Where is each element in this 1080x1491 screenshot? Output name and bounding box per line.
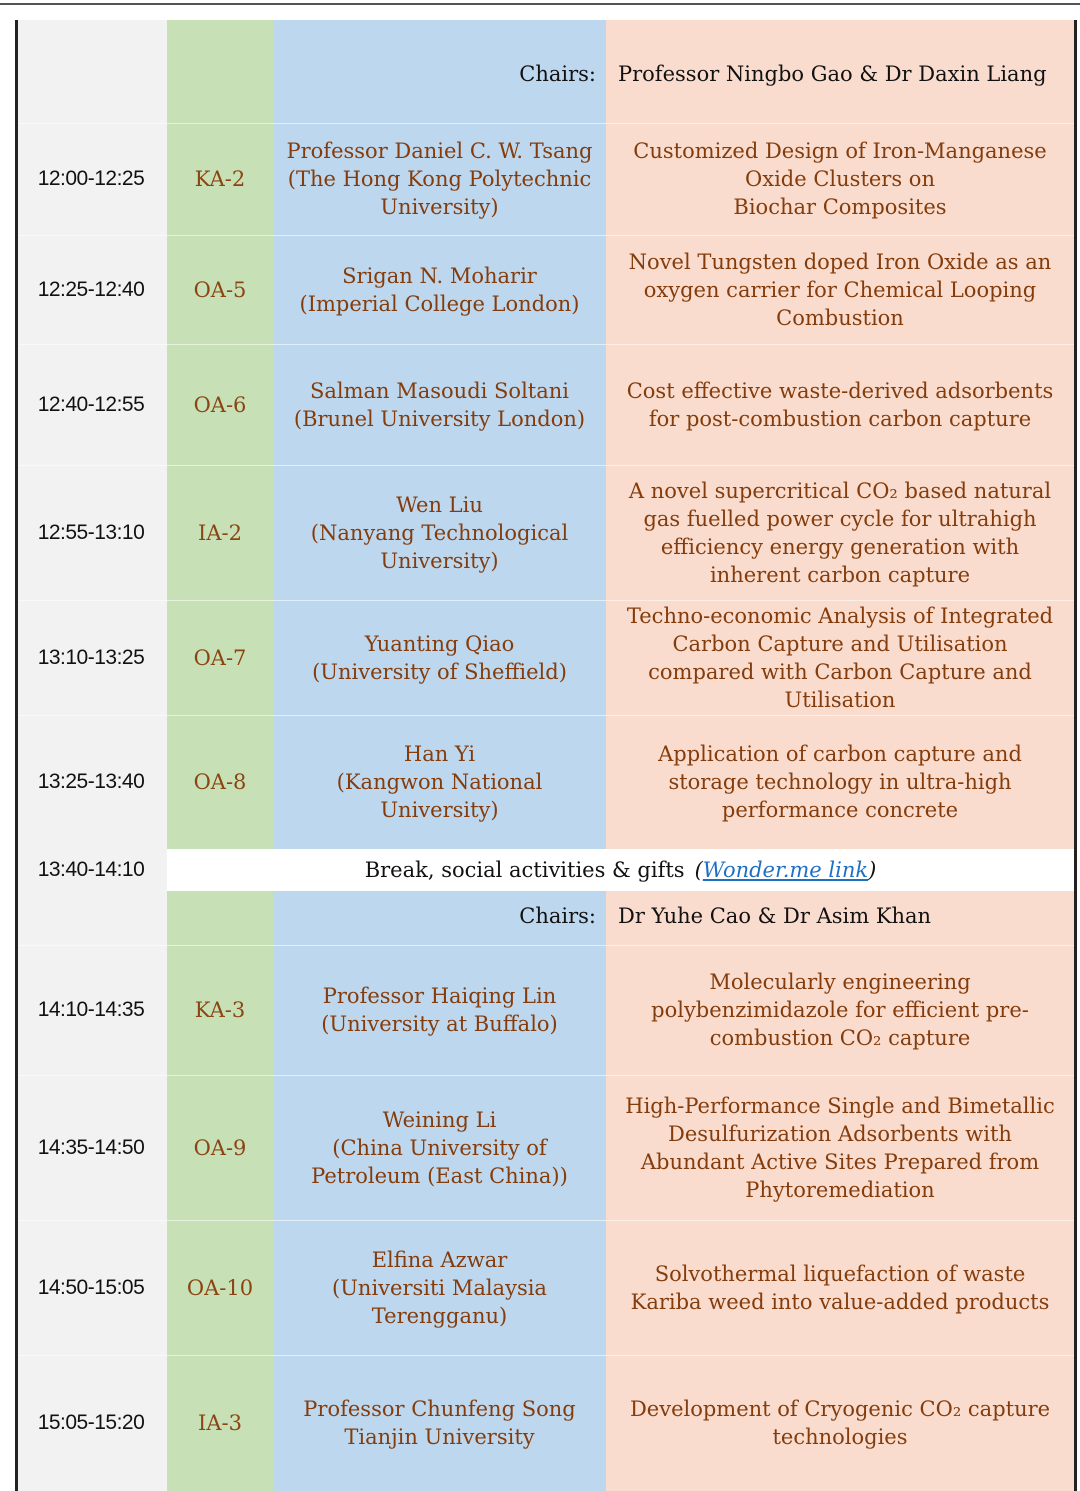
talk-title-line: Customized Design of Iron-Manganese xyxy=(633,139,1047,163)
session-code: OA-10 xyxy=(186,1275,254,1300)
talk-title-line: Phytoremediation xyxy=(745,1177,935,1202)
talk-title-line: for post-combustion carbon capture xyxy=(648,406,1032,431)
speaker-cell xyxy=(273,123,606,235)
wonder-me-link[interactable]: Wonder.me link xyxy=(702,858,869,882)
session-code: OA-9 xyxy=(193,1135,247,1160)
session-time: 12:40-12:55 xyxy=(37,392,145,416)
session-code: OA-8 xyxy=(193,770,247,794)
speaker-line: (Universiti Malaysia xyxy=(332,1275,547,1300)
speaker-line: Srigan N. Moharir xyxy=(342,263,537,288)
session-code: OA-5 xyxy=(193,277,247,302)
top-rule xyxy=(0,3,1080,5)
talk-title-line: Desulfurization Adsorbents with xyxy=(668,1121,1012,1146)
talk-title-line: Oxide Clusters on xyxy=(745,167,935,191)
talk-title-cell xyxy=(606,344,1074,465)
speaker-line: (Kangwon National xyxy=(336,770,543,794)
speaker-line: (University of Sheffield) xyxy=(312,659,567,684)
talk-title-line: efficiency energy generation with xyxy=(660,534,1020,559)
session-time: 15:05-15:20 xyxy=(37,1411,145,1434)
chairs-label: Chairs: xyxy=(519,62,596,86)
speaker-line: (Imperial College London) xyxy=(299,291,580,316)
speaker-line: Elfina Azwar xyxy=(371,1247,508,1272)
talk-title-line: Utilisation xyxy=(784,687,896,712)
speaker-line: University) xyxy=(380,195,499,219)
session-time: 12:55-13:10 xyxy=(37,520,145,544)
speaker-line: Yuanting Qiao xyxy=(364,631,515,656)
talk-title-line: performance concrete xyxy=(721,798,959,822)
talk-title-line: Carbon Capture and Utilisation xyxy=(672,631,1008,656)
talk-title-cell xyxy=(606,235,1074,344)
talk-title-cell xyxy=(606,600,1074,715)
speaker-line: Wen Liu xyxy=(396,492,483,517)
talk-title-cell xyxy=(606,123,1074,235)
talk-title-line: High-Performance Single and Bimetallic xyxy=(625,1093,1055,1118)
talk-title-line: polybenzimidazole for efficient pre- xyxy=(651,998,1029,1022)
speaker-cell xyxy=(273,945,606,1075)
speaker-cell xyxy=(273,1075,606,1220)
talk-title-line: oxygen carrier for Chemical Looping xyxy=(643,277,1037,302)
session-code: KA-2 xyxy=(194,167,246,191)
talk-title-line: Solvothermal liquefaction of waste xyxy=(654,1261,1026,1286)
session-time: 12:25-12:40 xyxy=(37,277,145,301)
session-code: OA-6 xyxy=(193,392,247,417)
talk-title-line: Application of carbon capture and xyxy=(658,742,1022,766)
speaker-cell xyxy=(273,1220,606,1355)
talk-title-line: Combustion xyxy=(776,305,904,330)
speaker-cell xyxy=(273,600,606,715)
talk-title-line: A novel supercritical CO₂ based natural xyxy=(628,478,1052,503)
speaker-line: Salman Masoudi Soltani xyxy=(309,378,569,403)
break-row xyxy=(167,849,1074,891)
speaker-line: Professor Daniel C. W. Tsang xyxy=(286,139,593,163)
speaker-line: Professor Chunfeng Song xyxy=(303,1397,576,1421)
talk-title-line: Novel Tungsten doped Iron Oxide as an xyxy=(628,249,1052,274)
talk-title-cell xyxy=(606,945,1074,1075)
talk-title-line: Cost effective waste-derived adsorbents xyxy=(626,378,1054,403)
talk-title-line: combustion CO₂ capture xyxy=(709,1026,971,1050)
chairs-names: Professor Ningbo Gao & Dr Daxin Liang xyxy=(618,62,1047,86)
session-code: OA-7 xyxy=(193,645,247,670)
session-time: 12:00-12:25 xyxy=(37,167,145,190)
speaker-line: University) xyxy=(380,548,499,573)
talk-title-line: compared with Carbon Capture and xyxy=(648,659,1032,684)
talk-title-line: Development of Cryogenic CO₂ capture xyxy=(629,1397,1051,1421)
speaker-line: Petroleum (East China)) xyxy=(311,1163,568,1188)
speaker-line: Professor Haiqing Lin xyxy=(322,984,557,1008)
speaker-line: Han Yi xyxy=(403,742,476,766)
table-right-border xyxy=(1074,20,1077,1491)
talk-title-line: Molecularly engineering xyxy=(709,970,971,994)
speaker-line: Weining Li xyxy=(382,1107,497,1132)
talk-title-cell xyxy=(606,715,1074,849)
talk-title-line: technologies xyxy=(772,1425,908,1449)
session-time: 13:10-13:25 xyxy=(37,645,145,669)
chairs-label: Chairs: xyxy=(519,904,596,928)
talk-title-cell xyxy=(606,1075,1074,1220)
talk-title-cell xyxy=(606,465,1074,600)
speaker-line: (The Hong Kong Polytechnic xyxy=(287,167,592,191)
break-paren-open: ( xyxy=(694,858,703,882)
speaker-line: (Nanyang Technological xyxy=(310,520,569,545)
session-time: 14:35-14:50 xyxy=(37,1135,145,1159)
speaker-line: Tianjin University xyxy=(344,1425,535,1449)
session-time: 13:25-13:40 xyxy=(37,770,145,793)
speaker-cell xyxy=(273,465,606,600)
speaker-line: (University at Buffalo) xyxy=(321,1012,558,1036)
session-time: 14:10-14:35 xyxy=(37,998,145,1021)
session-code: IA-3 xyxy=(198,1411,242,1435)
speaker-line: University) xyxy=(380,798,499,822)
talk-title-line: Kariba weed into value-added products xyxy=(630,1289,1050,1314)
talk-title-line: Techno-economic Analysis of Integrated xyxy=(626,603,1054,628)
talk-title-line: gas fuelled power cycle for ultrahigh xyxy=(643,506,1037,531)
chairs-names: Dr Yuhe Cao & Dr Asim Khan xyxy=(618,904,932,928)
session-time: 14:50-15:05 xyxy=(37,1275,145,1299)
session-code: IA-2 xyxy=(198,520,242,545)
speaker-cell xyxy=(273,1355,606,1491)
break-time: 13:40-14:10 xyxy=(37,858,145,881)
talk-title-line: Abundant Active Sites Prepared from xyxy=(640,1149,1040,1174)
speaker-cell xyxy=(273,344,606,465)
speaker-cell xyxy=(273,715,606,849)
speaker-line: Terengganu) xyxy=(371,1303,508,1328)
talk-title-cell xyxy=(606,1220,1074,1355)
talk-title-line: inherent carbon capture xyxy=(709,562,971,587)
session-code: KA-3 xyxy=(194,998,246,1022)
break-paren-close: ) xyxy=(868,858,877,882)
speaker-cell xyxy=(273,235,606,344)
talk-title-line: Biochar Composites xyxy=(733,195,947,219)
speaker-line: (China University of xyxy=(332,1135,547,1160)
speaker-line: (Brunel University London) xyxy=(293,406,586,431)
talk-title-cell xyxy=(606,1355,1074,1491)
talk-title-line: storage technology in ultra-high xyxy=(668,770,1012,794)
break-text: Break, social activities & gifts xyxy=(364,858,685,882)
